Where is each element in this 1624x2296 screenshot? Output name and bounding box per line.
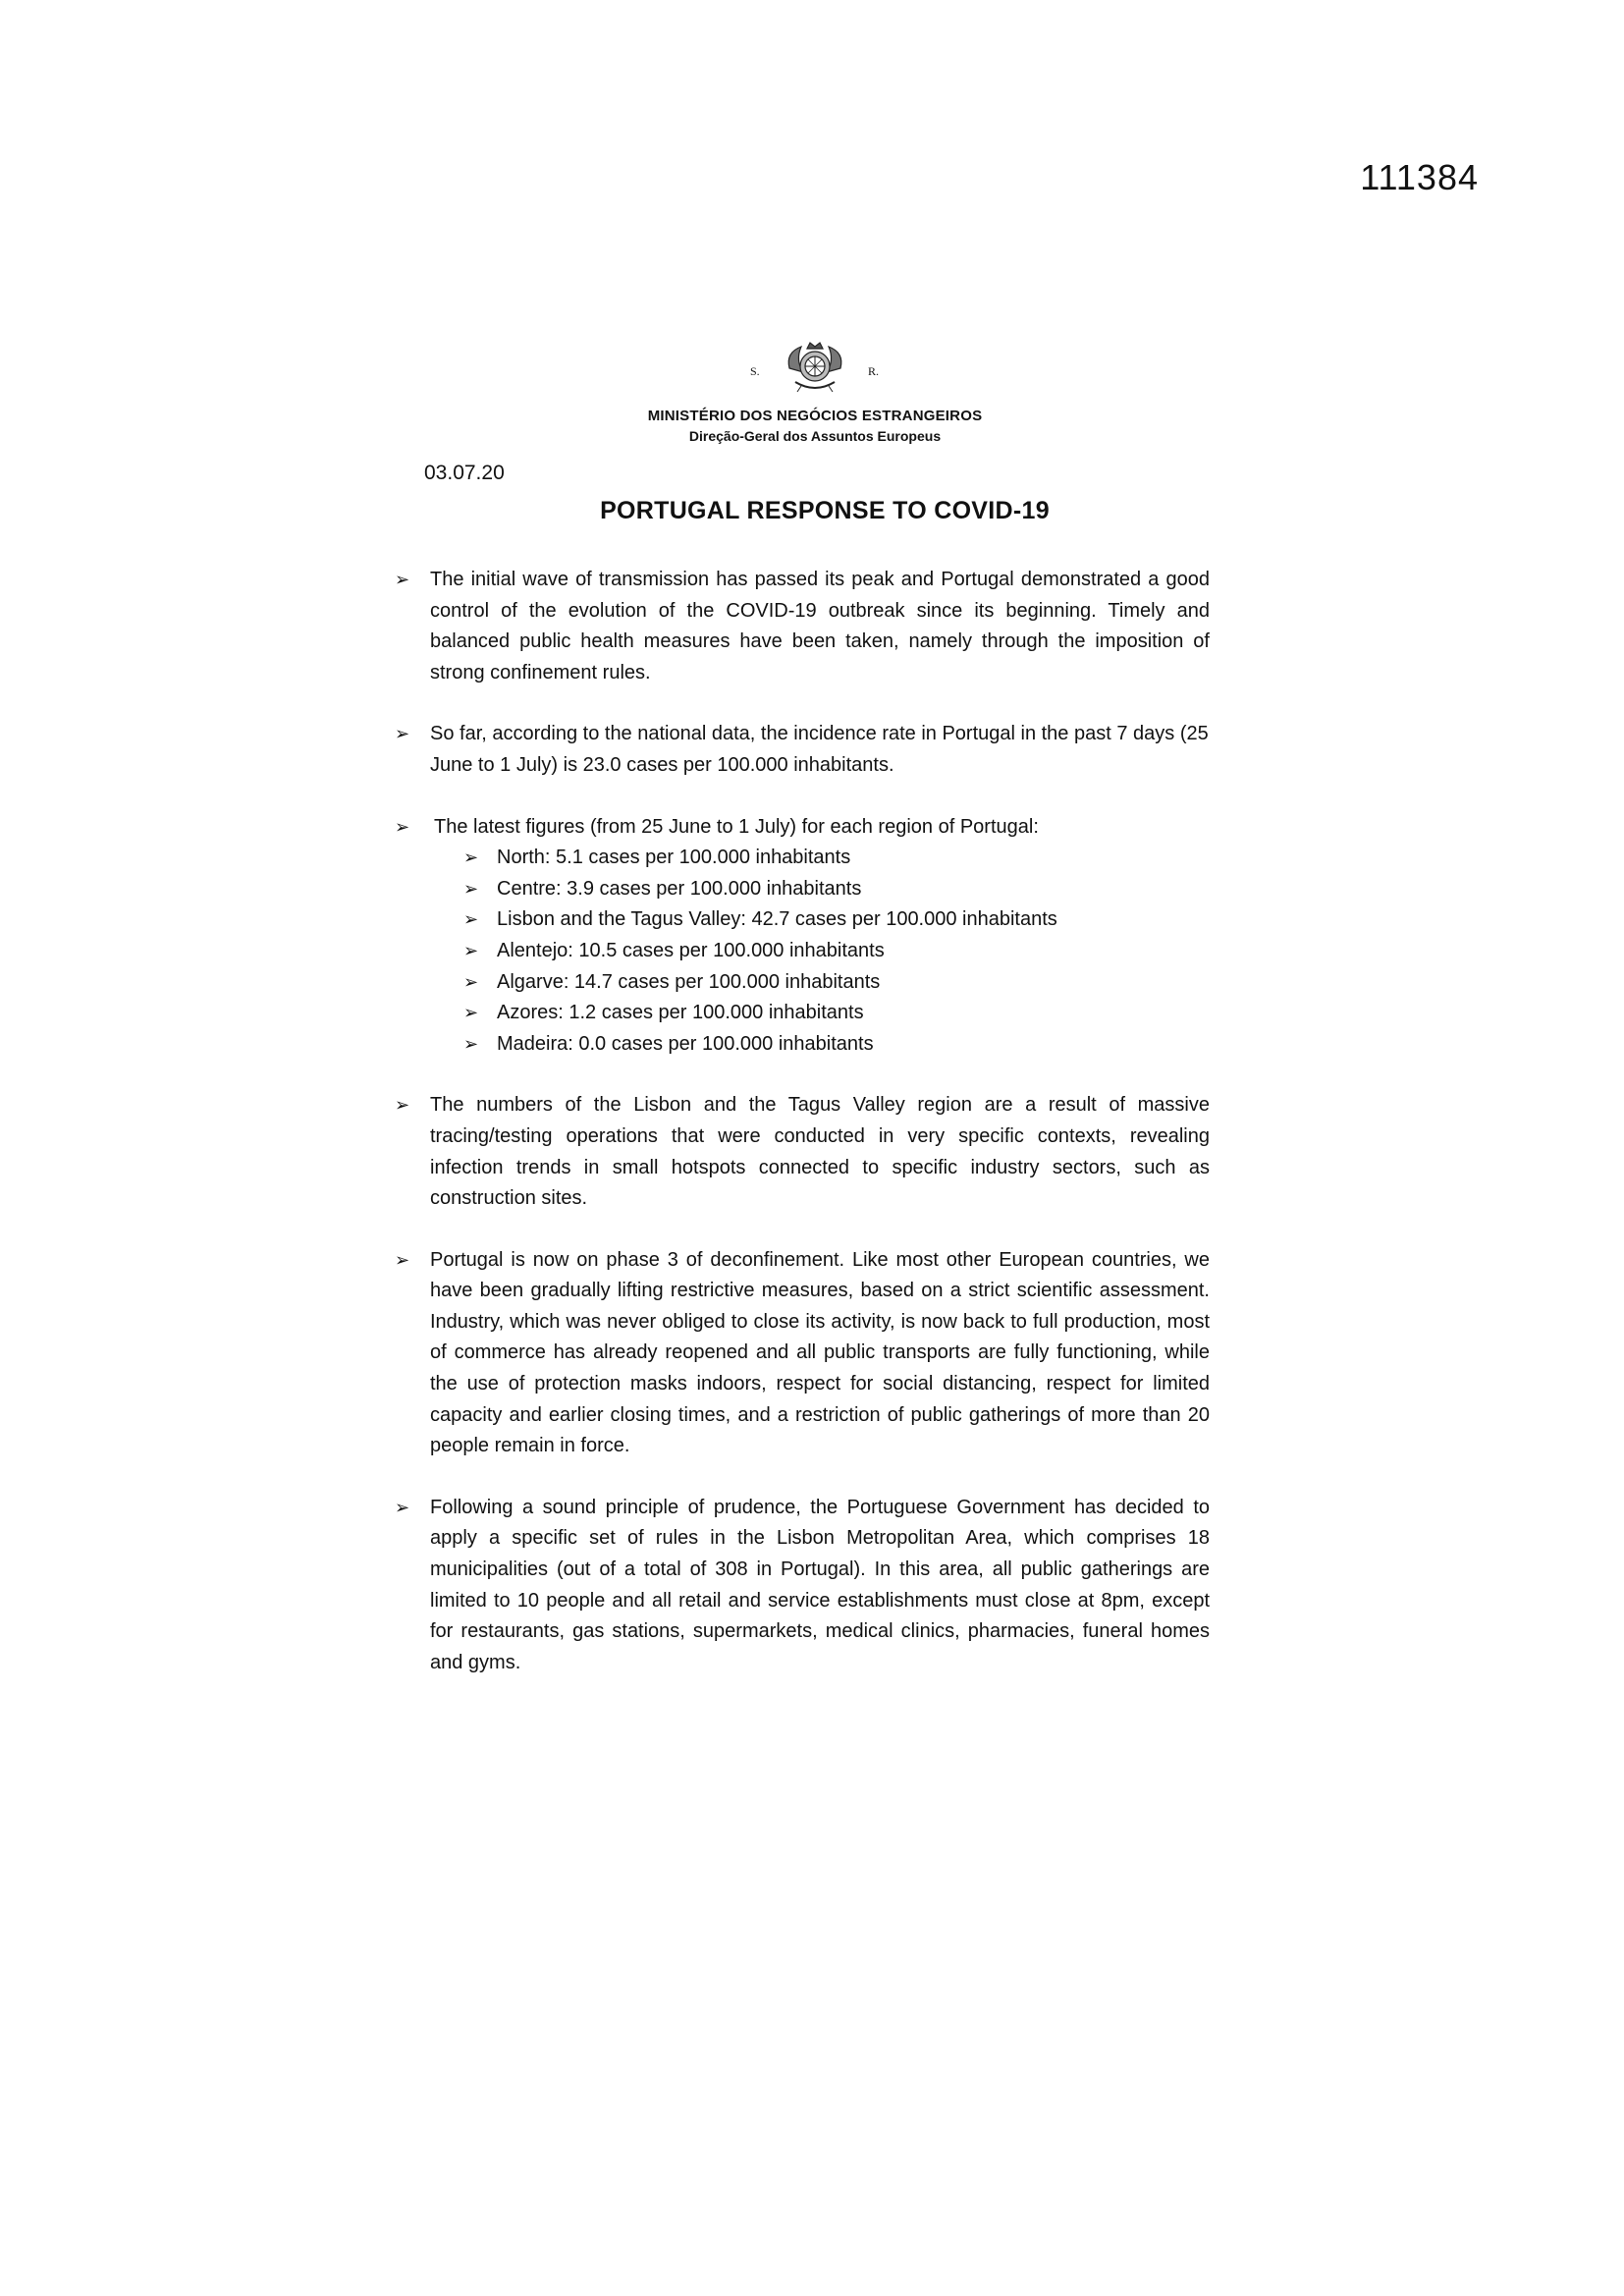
region-item-madeira [463, 1029, 1210, 1061]
region-item-algarve [463, 967, 1210, 999]
arrowhead-bullet-icon: ➢ [463, 940, 479, 960]
arrowhead-bullet-icon: ➢ [395, 1249, 410, 1270]
arrowhead-bullet-icon: ➢ [463, 909, 479, 930]
arrowhead-bullet-icon: ➢ [395, 1095, 410, 1116]
seal-letter-r: R. [868, 364, 880, 378]
region-text: Azores: 1.2 cases per 100.000 inhabitants [497, 1002, 864, 1024]
arrowhead-bullet-icon: ➢ [395, 724, 410, 744]
bullet-text: So far, according to the national data, the incidence rate in Portugal in the past 7 days (25 June to 1 July) is 23.0 cases per 100.000 inhabitants. [430, 723, 1209, 776]
bullet-text: Portugal is now on phase 3 of deconfinement. Like most other European countries, we have been gradually lifting restrictive measures, based on a strict scientific assessment. Industry, which was never obliged to close its activity, is now back to full production, most of commerce has already reopened and all public transports are fully functioning, while the use of protection masks indoors, respect for social distancing, respect for limited capacity and earlier closing times, and a restriction of public gatherings of more than 20 people remain in force. [430, 1248, 1210, 1457]
document-date: 03.07.20 [424, 462, 505, 484]
region-item-lisbon [463, 904, 1210, 936]
document-number: 111384 [1360, 157, 1479, 197]
region-text: Algarve: 14.7 cases per 100.000 inhabitants [497, 970, 881, 993]
letterhead [550, 339, 1080, 444]
directorate-name: Direção-Geral dos Assuntos Europeus [688, 428, 942, 444]
arrowhead-bullet-icon: ➢ [463, 1003, 479, 1023]
bullet-lisbon-tracing [395, 1090, 1210, 1214]
coat-of-arms-icon [782, 339, 848, 396]
region-item-north [463, 843, 1210, 874]
bullet-transmission-wave [395, 565, 1210, 688]
arrowhead-bullet-icon: ➢ [395, 570, 410, 589]
arrowhead-bullet-icon: ➢ [463, 1033, 479, 1054]
arrowhead-bullet-icon: ➢ [395, 1497, 410, 1517]
bullet-text: The numbers of the Lisbon and the Tagus Valley region are a result of massive tracing/testing operations that were conducted in very specific contexts, revealing infection trends in small hotspots connected to specific industry sectors, such as construction sites. [430, 1094, 1210, 1210]
seal-row [550, 339, 1080, 398]
arrowhead-bullet-icon: ➢ [463, 878, 479, 899]
region-text: Alentejo: 10.5 cases per 100.000 inhabitants [497, 939, 885, 961]
region-list [430, 843, 1210, 1060]
bullet-deconfinement [395, 1245, 1210, 1462]
document-title: PORTUGAL RESPONSE TO COVID-19 [600, 497, 1050, 524]
arrowhead-bullet-icon: ➢ [463, 847, 479, 868]
bullet-lisbon-rules [395, 1493, 1210, 1679]
document-body [395, 565, 1210, 1709]
bullet-text: Following a sound principle of prudence, the Portuguese Government has decided to apply a specific set of rules in the Lisbon Metropolitan Area, which comprises 18 municipalities (out of a total of 308 in Portugal). In this area, all public gatherings are limited to 10 people and all retail and service establishments must close at 8pm, except for restaurants, gas stations, supermarkets, medical clinics, pharmacies, funeral homes and gyms. [430, 1496, 1210, 1673]
arrowhead-bullet-icon: ➢ [395, 816, 410, 837]
region-item-centre [463, 874, 1210, 905]
seal-letter-s: S. [750, 364, 760, 378]
bullet-incidence-rate [395, 719, 1210, 781]
bullet-regional-figures [395, 812, 1210, 1061]
bullet-text: The latest figures (from 25 June to 1 July) for each region of Portugal: [434, 815, 1039, 838]
region-text: North: 5.1 cases per 100.000 inhabitants [497, 847, 851, 869]
arrowhead-bullet-icon: ➢ [463, 971, 479, 992]
region-item-azores [463, 998, 1210, 1029]
region-text: Centre: 3.9 cases per 100.000 inhabitants [497, 877, 862, 900]
region-text: Madeira: 0.0 cases per 100.000 inhabitants [497, 1032, 874, 1055]
region-item-alentejo [463, 936, 1210, 967]
bullet-text: The initial wave of transmission has passed its peak and Portugal demonstrated a good control of the evolution of the COVID-19 outbreak since its beginning. Timely and balanced public health measures have been taken, namely through the imposition of strong confinement rules. [430, 569, 1210, 683]
region-text: Lisbon and the Tagus Valley: 42.7 cases per 100.000 inhabitants [497, 908, 1057, 931]
ministry-name: MINISTÉRIO DOS NEGÓCIOS ESTRANGEIROS [647, 408, 983, 424]
